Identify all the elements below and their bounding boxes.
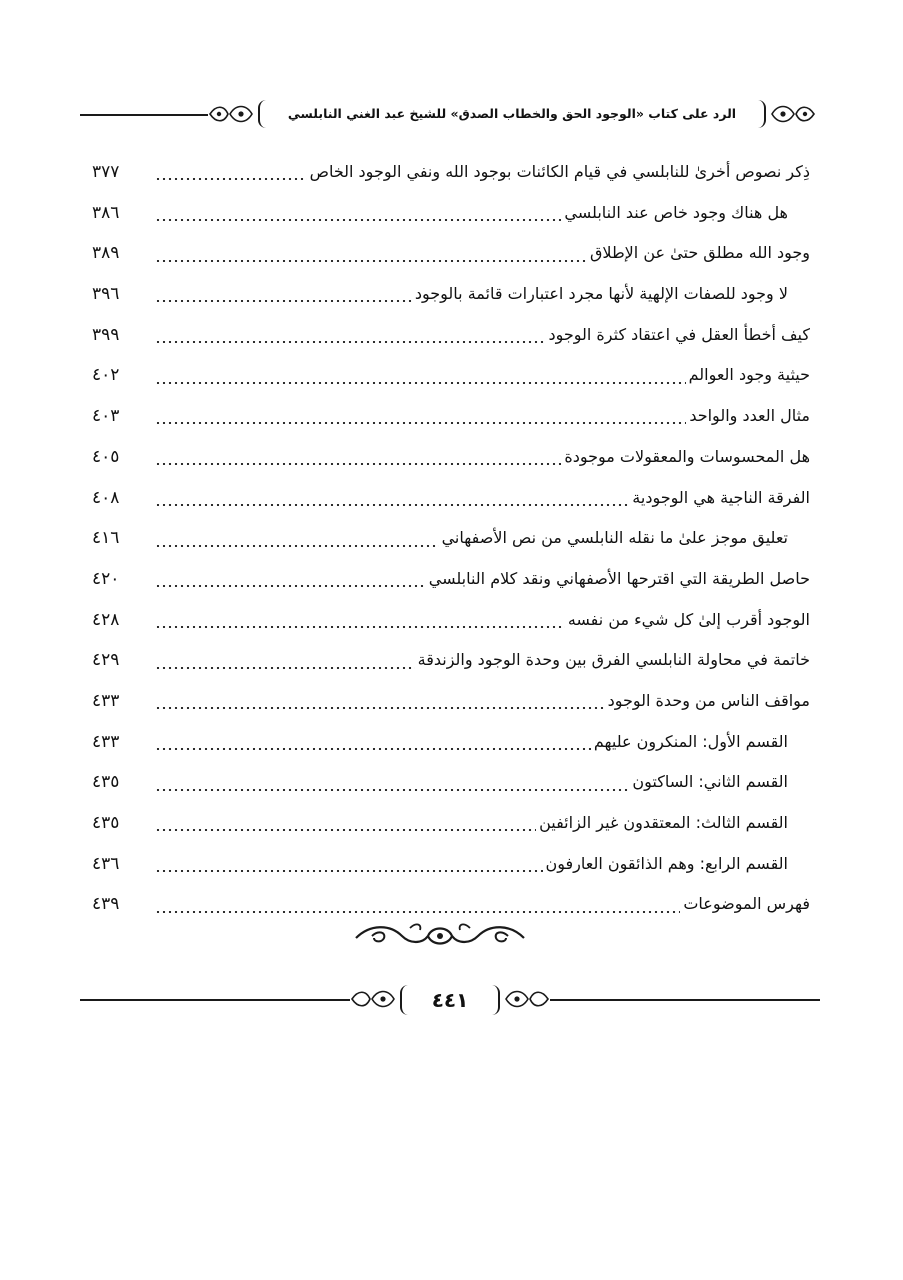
toc-entry-title: هل هناك وجود خاص عند النابلسي — [564, 202, 788, 222]
toc-entry-page: ٤١٦ — [92, 528, 120, 549]
toc-entry[interactable] — [92, 844, 810, 885]
header-title: الرد على كتاب «الوجود الحق والخطاب الصدق» للشيخ عبد الغني النابلسي — [258, 100, 766, 128]
page-number: ٤٤١ — [400, 985, 500, 1015]
toc-entry-page: ٤٢٩ — [92, 650, 120, 671]
toc-entry-page: ٣٧٧ — [92, 162, 120, 182]
toc-entry-title: وجود الله مطلق حتىٰ عن الإطلاق — [589, 243, 810, 263]
toc-entry[interactable] — [92, 640, 810, 681]
toc-entry-page: ٣٨٦ — [92, 202, 120, 223]
toc-entry-title: القسم الثالث: المعتقدون غير الزائفين — [539, 813, 788, 832]
leader-dots — [155, 463, 561, 465]
toc-entry-page: ٤٣٣ — [92, 731, 120, 752]
header-ornament-right-icon — [768, 101, 818, 127]
toc-entry-title: القسم الأول: المنكرون عليهم — [593, 731, 788, 751]
toc-entry-title: هل المحسوسات والمعقولات موجودة — [564, 446, 810, 466]
leader-dots — [155, 422, 686, 424]
toc-entry[interactable] — [92, 762, 810, 803]
toc-entry-page: ٣٨٩ — [92, 243, 120, 264]
footer-ornament-right-icon — [504, 986, 550, 1012]
header-rule — [80, 114, 208, 116]
leader-dots — [155, 178, 307, 180]
page-footer — [80, 980, 820, 1020]
toc-entry[interactable] — [92, 315, 810, 356]
leader-dots — [155, 300, 412, 302]
toc-entry[interactable] — [92, 559, 810, 600]
footer-rule-right — [550, 999, 820, 1001]
toc-entry-title: مثال العدد والواحد — [689, 406, 810, 426]
toc-entry-title: حاصل الطريقة التي اقترحها الأصفهاني ونقد كلام النابلسي — [428, 568, 810, 588]
toc-entry-page: ٤٠٨ — [92, 487, 120, 508]
toc-entry[interactable] — [92, 152, 810, 193]
toc-entry-page: ٤٣٥ — [92, 772, 120, 793]
leader-dots — [155, 219, 561, 221]
leader-dots — [155, 748, 591, 750]
toc-entry-title: ذِكر نصوص أخرىٰ للنابلسي في قيام الكائنات بوجود الله ونفي الوجود الخاص — [309, 162, 810, 181]
toc-entry[interactable] — [92, 193, 810, 234]
toc-entry-page: ٣٩٦ — [92, 284, 120, 305]
toc-entry-title: لا وجود للصفات الإلهية لأنها مجرد اعتبارات قائمة بالوجود — [414, 284, 788, 304]
toc-entry-page: ٤٢٠ — [92, 568, 120, 589]
running-header — [80, 95, 820, 135]
toc-entry-title: الفرقة الناجية هي الوجودية — [632, 487, 810, 507]
toc-entry[interactable] — [92, 518, 810, 559]
leader-dots — [155, 626, 565, 628]
toc-entry-title: تعليق موجز علىٰ ما نقله النابلسي من نص الأصفهاني — [441, 528, 788, 548]
leader-dots — [155, 504, 629, 506]
toc-entry-title: القسم الثاني: الساكتون — [632, 772, 788, 792]
toc-entry-page: ٤٣٩ — [92, 894, 120, 915]
toc-entry-title: الوجود أقرب إلىٰ كل شيء من نفسه — [567, 609, 810, 629]
footer-rule-left — [80, 999, 350, 1001]
leader-dots — [155, 829, 536, 831]
leader-dots — [155, 870, 543, 872]
toc-entry-page: ٤٠٥ — [92, 446, 120, 467]
leader-dots — [155, 341, 545, 343]
leader-dots — [155, 667, 415, 669]
toc-entry[interactable] — [92, 437, 810, 478]
leader-dots — [155, 260, 587, 262]
toc-entry-page: ٤٣٥ — [92, 813, 120, 833]
toc-entry[interactable] — [92, 681, 810, 722]
leader-dots — [155, 707, 605, 709]
footer-ornament-left-icon — [350, 986, 396, 1012]
toc-entry-title: مواقف الناس من وحدة الوجود — [607, 690, 810, 710]
leader-dots — [155, 585, 426, 587]
leader-dots — [155, 911, 680, 913]
header-ornament-left-icon — [206, 101, 256, 127]
toc-entry[interactable] — [92, 274, 810, 315]
table-of-contents — [92, 152, 810, 925]
toc-entry-page: ٤٣٦ — [92, 853, 120, 874]
toc-entry[interactable] — [92, 478, 810, 519]
toc-entry[interactable] — [92, 600, 810, 641]
toc-entry[interactable] — [92, 803, 810, 844]
toc-entry-page: ٤٢٨ — [92, 609, 120, 630]
toc-entry-title: حيثية وجود العوالم — [688, 365, 810, 385]
toc-entry[interactable] — [92, 396, 810, 437]
leader-dots — [155, 382, 686, 384]
toc-entry-title: خاتمة في محاولة النابلسي الفرق بين وحدة الوجود والزندقة — [417, 650, 810, 670]
toc-entry-title: كيف أخطأ العقل في اعتقاد كثرة الوجود — [548, 324, 810, 344]
toc-entry[interactable] — [92, 722, 810, 763]
toc-entry[interactable] — [92, 355, 810, 396]
toc-entry-title: القسم الرابع: وهم الذائقون العارفون — [545, 853, 788, 873]
toc-entry[interactable] — [92, 233, 810, 274]
toc-entry-page: ٤٠٢ — [92, 365, 120, 386]
toc-entry-page: ٤٣٣ — [92, 690, 120, 711]
section-divider-ornament-icon — [350, 916, 530, 956]
leader-dots — [155, 789, 629, 791]
toc-entry-title: فهرس الموضوعات — [683, 894, 810, 914]
leader-dots — [155, 545, 439, 547]
toc-entry-page: ٤٠٣ — [92, 406, 120, 427]
toc-entry-page: ٣٩٩ — [92, 324, 120, 345]
